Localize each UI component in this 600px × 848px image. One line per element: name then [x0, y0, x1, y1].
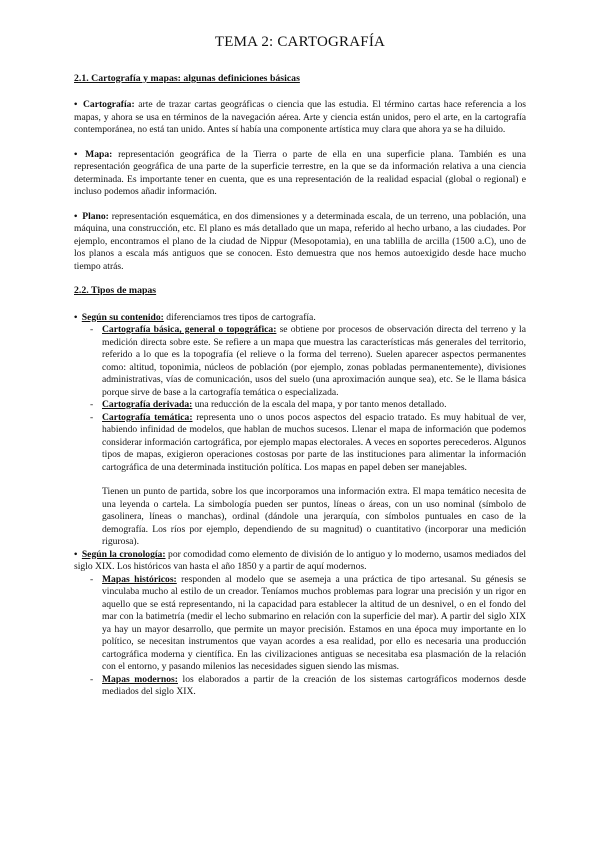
- document-title: TEMA 2: CARTOGRAFÍA: [214, 34, 386, 50]
- paragraph-tematica-extra: Tienen un punto de partida, sobre los que incorporamos una información extra. El mapa temático necesita de una leyenda o cartela. La simbología pueden ser puntos, líneas o áreas, con un uso nominal (símbolo de gasolinera, líneas o manchas), ordinal (dándole una jerarquía, con símbolos puntuales en caso de la demografía. Los ríos por ejemplo, dependiendo de su magnitud) o cuantitativo (incorporar una medición rigurosa).: [102, 486, 526, 547]
- dash-icon: -: [90, 673, 94, 685]
- term-mapa: Mapa:: [85, 148, 113, 160]
- section-heading-tipos: 2.2. Tipos de mapas: [74, 285, 157, 296]
- list-tipos-cronologia: [74, 574, 526, 699]
- bullet-icon: •: [74, 99, 78, 110]
- bullet-icon: •: [74, 148, 78, 160]
- list-tipos-contenido: [74, 324, 526, 474]
- list-item: [74, 674, 526, 699]
- text-mapas-historicos: responden al modelo que se asemeja a una práctica de tipo artesanal. Su génesis se vinculaba mucho al estilo de un creador. Teníamos muchos problemas para lograr una precisión y un rigor en aquello que se está representando, ni la capacidad para establecer la altitud de un desnivel, o en el fondo del mar con la batimetría (medir el lecho submarino en relación con la superficie del mar). A partir del siglo XIX ya hay un mayor desarrollo, que permite un mayor precisión. Estamos en una época muy importante en lo político, se necesitan instrumentos que vayan acordes a esa realidad, por ello es necesaria una producción cartográfica moderna y científica. En las civilizaciones antiguas se necesitaba esa plasmación de la relación con el entorno, y pasando milenios las necesidades siguen siendo las mismas.: [102, 573, 526, 672]
- term-plano: Plano:: [82, 210, 109, 222]
- paragraph-segun-contenido: [74, 312, 526, 325]
- list-item: [74, 399, 526, 412]
- bullet-icon: •: [74, 548, 78, 560]
- block-segun-cronologia: [74, 549, 526, 699]
- term-mapas-modernos: Mapas modernos:: [102, 673, 178, 685]
- term-cartografia-basica: Cartografía básica, general o topográfica:: [102, 324, 277, 335]
- dash-icon: -: [90, 411, 94, 423]
- term-cartografia: Cartografía:: [82, 99, 135, 110]
- block-segun-contenido: [74, 312, 526, 549]
- text-cartografia-tematica: representa uno o unos pocos aspectos del espacio tratado. Es muy habitual de ver, habiendo infinidad de modelos, que hablan de muchos sucesos. Llenar el mapa de información que podemos considerar información cartográfica, por ejemplo mapas electorales. A veces en soportes perecederos. Algunos tipos de mapas, exigieron operaciones costosas por parte de las instituciones para alimentar la información cartográfica de una determinada institución política. Los mapas en papel deben ser manejables.: [102, 411, 526, 473]
- list-item: [74, 574, 526, 674]
- text-mapas-modernos: los elaborados a partir de la creación de los sistemas cartográficos modernos desde mediados del siglo XIX.: [102, 673, 526, 697]
- bullet-icon: •: [74, 311, 78, 323]
- text-segun-contenido: diferenciamos tres tipos de cartografía.: [163, 311, 316, 323]
- list-item: [74, 412, 526, 475]
- list-item: [74, 324, 526, 399]
- text-cartografia-derivada: una reducción de la escala del mapa, y por tanto menos detallado.: [192, 399, 447, 410]
- term-cartografia-derivada: Cartografía derivada:: [102, 399, 193, 410]
- term-mapas-historicos: Mapas históricos:: [102, 573, 177, 585]
- dash-icon: -: [90, 573, 94, 585]
- paragraph-cartografia: [74, 99, 526, 137]
- bullet-icon: •: [74, 210, 78, 222]
- section-heading-definiciones: 2.1. Cartografía y mapas: algunas definiciones básicas: [74, 72, 300, 84]
- dash-icon: -: [90, 399, 94, 410]
- paragraph-plano: [74, 211, 526, 274]
- paragraph-mapa: [74, 149, 526, 199]
- definition-cartografia: arte de trazar cartas geográficas o ciencia que las estudia. El término cartas hace referencia a los mapas, y ahora se usa en términos de la navegación aérea. Arte y ciencia están unidos, pero el arte, en la cartografía contemporánea, no está tan unido. Antes sí había una componente artística muy clara que ahora ya se ha diluido.: [74, 99, 526, 135]
- definition-plano: representación esquemática, en dos dimensiones y a determinada escala, de un terreno, una población, una máquina, una construcción, etc. El plano es más detallado que un mapa, referido al hecho urbano, a las ciudades. Por ejemplo, encontramos el plano de la ciudad de Nippur (Mesopotamia), en una tablilla de arcilla (1500 a.C), uno de los planos a escala más antiguos que se conocen. Esto demuestra que nos hemos autoexigido desde hace mucho tiempo atrás.: [74, 210, 526, 272]
- text-segun-cronologia: por comodidad como elemento de división de lo antiguo y lo moderno, usamos mediados del siglo XIX. Los históricos van hasta el año 1850 y a partir de aquí modernos.: [74, 548, 526, 572]
- text-cartografia-basica: se obtiene por procesos de observación directa del terreno y la medición directa sobre este. Se refiere a un mapa que muestra las características más generales del territorio, referido a lo que es la topografía (el relieve o la forma del terreno). Suelen aparecer aspectos permanentes como: altitud, toponimia, núcleos de población (por ejemplo, zonas pobladas permanentemente), divisiones administrativas, vías de comunicación, usos del suelo (una aproximación aunque sea), etc. Se le llama básica porque sirve de base a la cartografía temática o especializada.: [102, 324, 526, 398]
- term-cartografia-tematica: Cartografía temática:: [102, 411, 193, 423]
- definition-mapa: representación geográfica de la Tierra o parte de ella en una superficie plana. También es una representación geográfica de una parte de la superficie terrestre, en la que se da información relativa a una ciencia determinada. Es importante tener en cuenta, que es una representación de la realidad espacial (global o regional) e incluso podemos añadir información.: [74, 148, 526, 197]
- term-segun-cronologia: Según la cronología:: [81, 548, 166, 560]
- dash-icon: -: [90, 324, 94, 335]
- paragraph-segun-cronologia: [74, 549, 526, 574]
- term-segun-contenido: Según su contenido:: [81, 311, 164, 323]
